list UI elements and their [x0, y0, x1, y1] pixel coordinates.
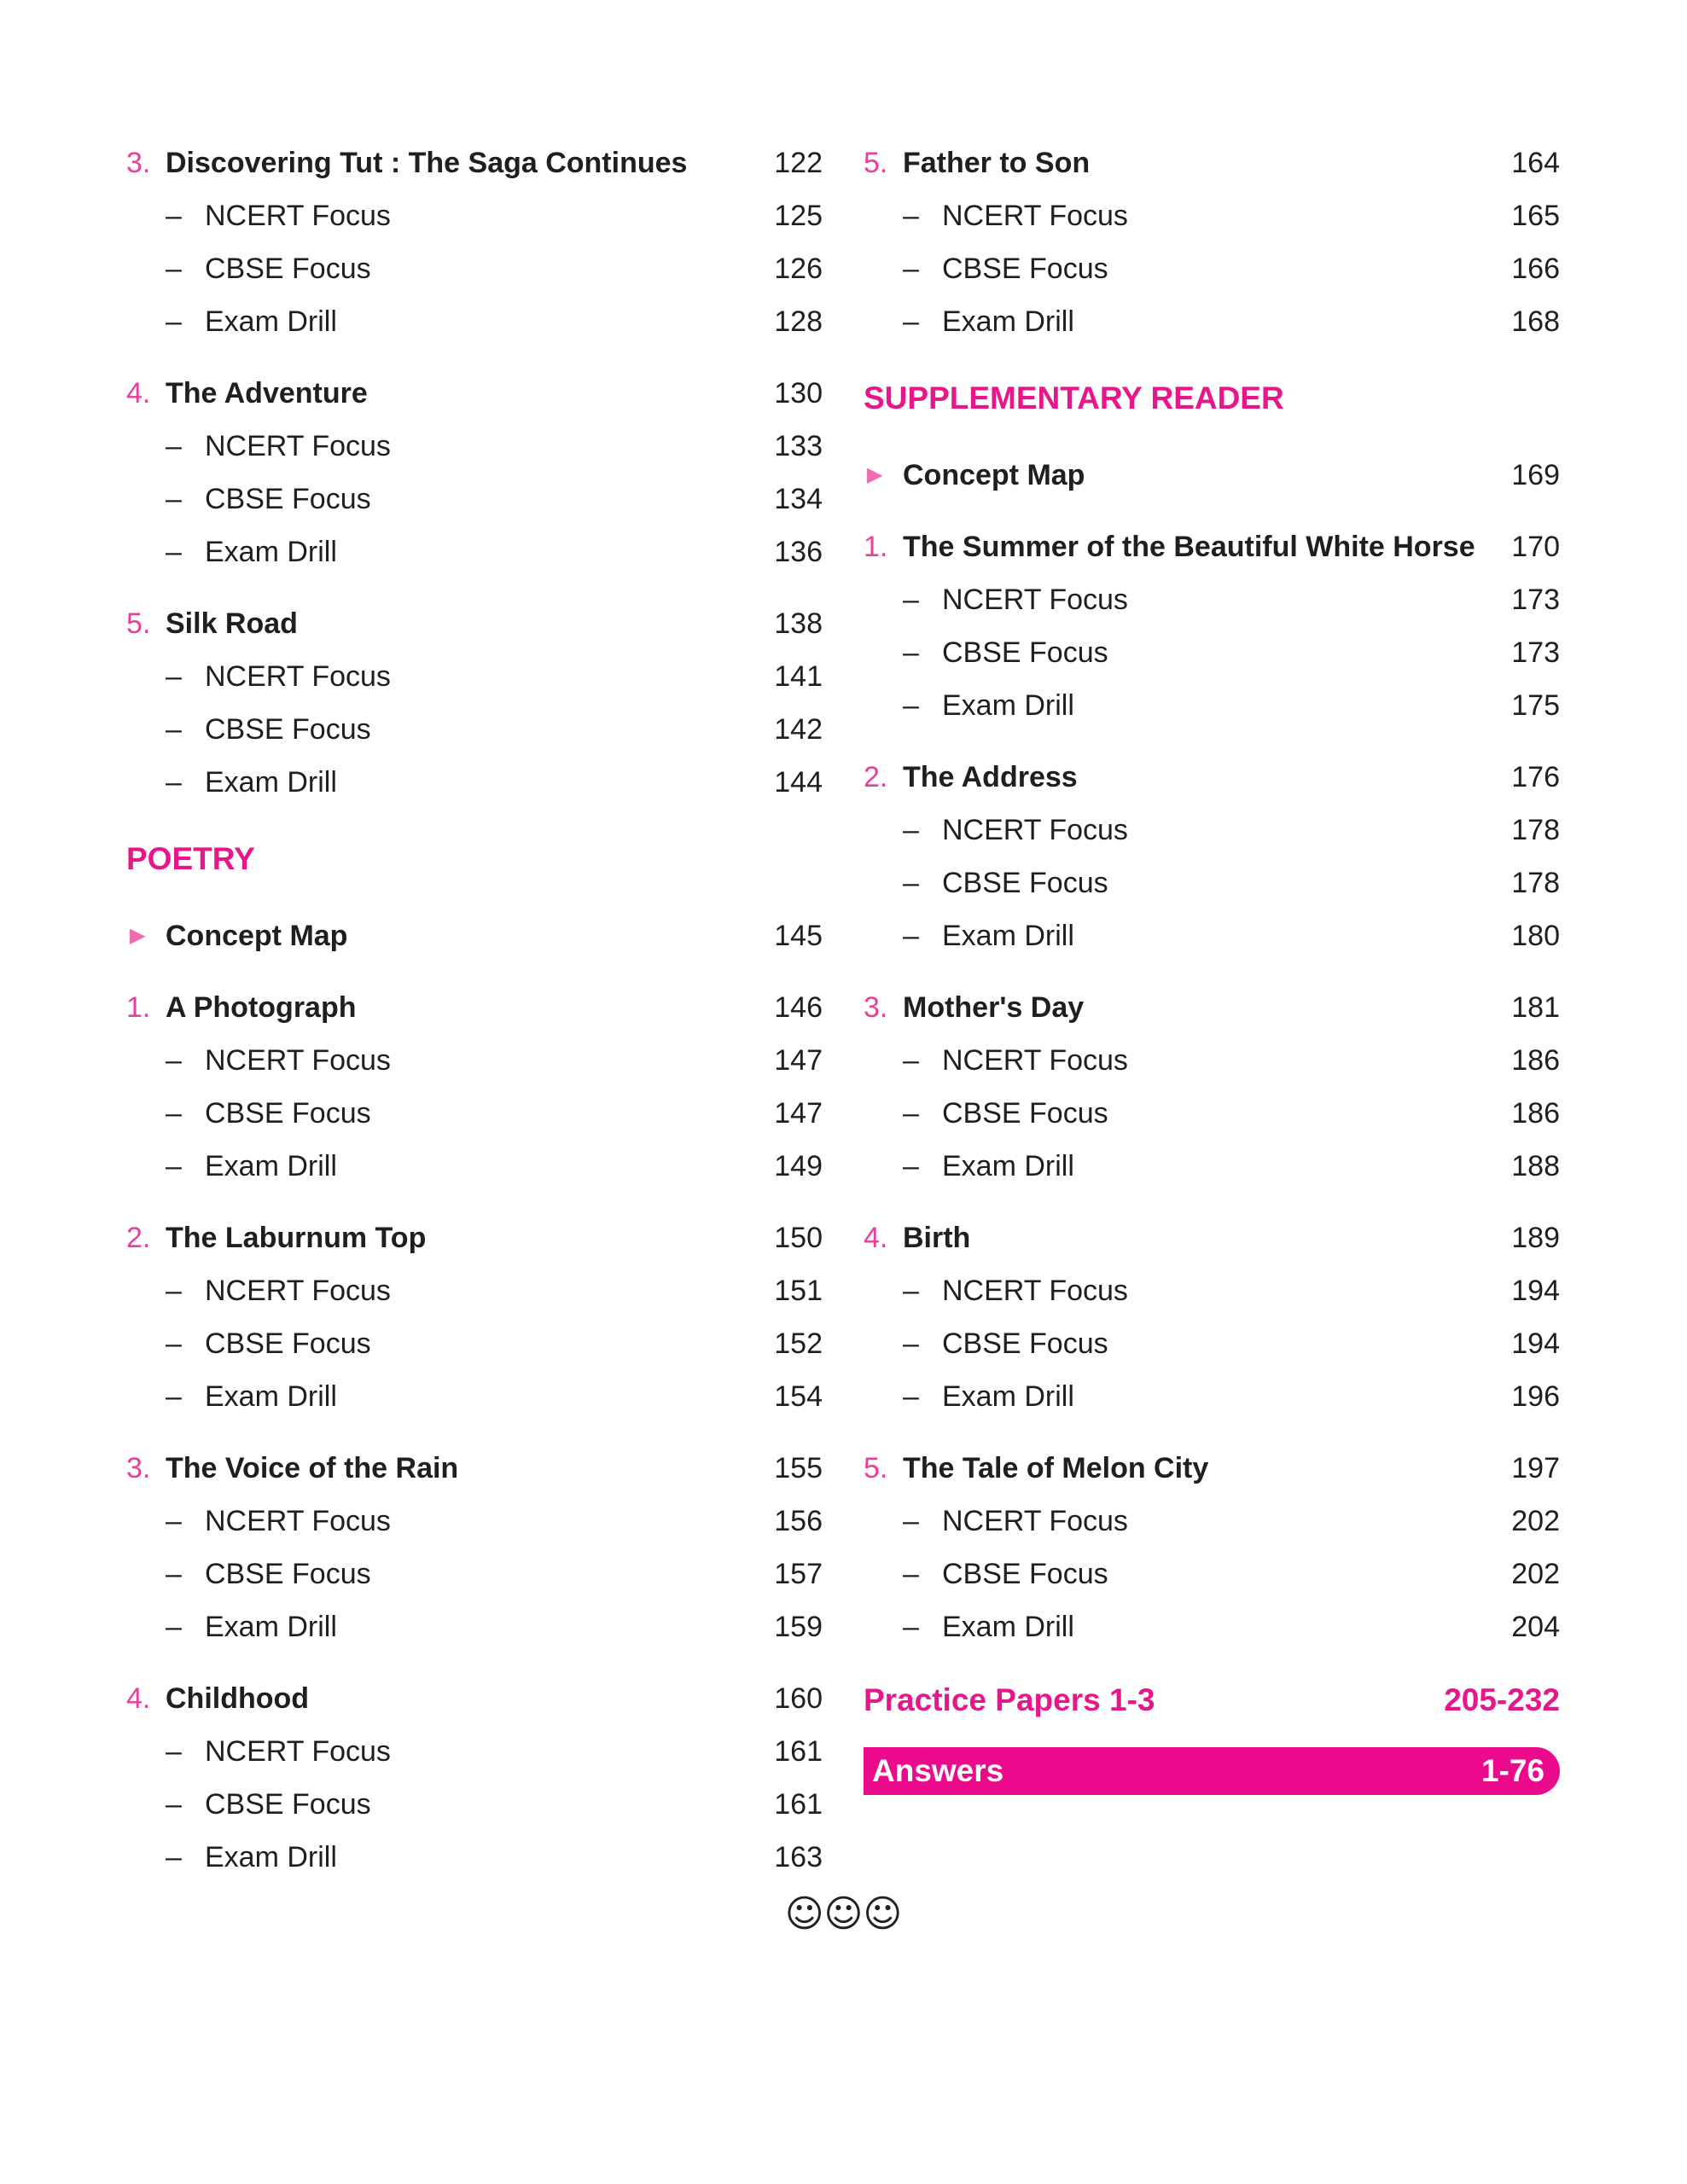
dash-bullet: –: [903, 1558, 919, 1590]
toc-sub-row[interactable]: [864, 1264, 1560, 1317]
toc-sub-row[interactable]: [864, 1495, 1560, 1548]
page-number: 186: [1511, 1097, 1560, 1130]
page-number: 157: [774, 1558, 823, 1590]
dash-bullet: –: [166, 430, 182, 462]
chapter-title: The Adventure: [166, 377, 368, 410]
chapter-number: 2.: [126, 1222, 151, 1254]
page-number: 194: [1511, 1327, 1560, 1360]
page-number: 159: [774, 1611, 823, 1643]
toc-sub-row[interactable]: [126, 473, 823, 526]
chapter-title: The Address: [903, 761, 1078, 793]
chapter-number: 4.: [864, 1222, 888, 1254]
page-number: 138: [774, 607, 823, 640]
concept-map-title: Concept Map: [903, 459, 1085, 491]
dash-bullet: –: [903, 920, 919, 952]
chapter-title: Childhood: [166, 1682, 310, 1715]
dash-bullet: –: [903, 1611, 919, 1643]
answers-page: 1-76: [1480, 1753, 1544, 1788]
page-number: 173: [1511, 636, 1560, 669]
sub-title: Exam Drill: [205, 1150, 337, 1182]
triangle-bullet-icon: ▶: [130, 924, 146, 947]
dash-bullet: –: [903, 814, 919, 846]
toc-sub-row[interactable]: [126, 1548, 823, 1600]
page-number: 130: [774, 377, 823, 410]
toc-sub-row[interactable]: [126, 420, 823, 473]
smiley-ornament-icon: ☺☺☺: [784, 1892, 903, 1936]
sub-title: Exam Drill: [205, 1611, 337, 1643]
toc-sub-row[interactable]: [126, 1495, 823, 1548]
page-number: 186: [1511, 1044, 1560, 1077]
sub-title: Exam Drill: [942, 689, 1074, 722]
page-number: 161: [774, 1735, 823, 1768]
sub-title: Exam Drill: [205, 1380, 337, 1413]
toc-chapter-row[interactable]: [126, 981, 823, 1034]
page-number: 152: [774, 1327, 823, 1360]
sub-title: CBSE Focus: [942, 253, 1108, 285]
sub-title: CBSE Focus: [205, 1788, 371, 1821]
sub-title: NCERT Focus: [205, 1044, 391, 1077]
page-number: 175: [1511, 689, 1560, 722]
toc-sub-row[interactable]: [126, 703, 823, 756]
sub-title: CBSE Focus: [942, 1558, 1108, 1590]
page-number: 136: [774, 536, 823, 568]
dash-bullet: –: [166, 713, 182, 746]
chapter-number: 4.: [126, 377, 151, 410]
dash-bullet: –: [166, 305, 182, 338]
chapter-title: Birth: [903, 1222, 971, 1254]
sub-title: NCERT Focus: [205, 1735, 391, 1768]
toc-practice-papers-row[interactable]: [864, 1672, 1560, 1728]
page-number: 149: [774, 1150, 823, 1182]
dash-bullet: –: [903, 689, 919, 722]
dash-bullet: –: [166, 1735, 182, 1768]
sub-title: CBSE Focus: [205, 253, 371, 285]
toc-sub-row[interactable]: [126, 526, 823, 578]
sub-title: NCERT Focus: [942, 584, 1128, 616]
page-number: 176: [1511, 761, 1560, 793]
page-number: 188: [1511, 1150, 1560, 1182]
page-number: 165: [1511, 200, 1560, 232]
toc-sub-row[interactable]: [864, 189, 1560, 242]
toc-sub-row[interactable]: [126, 1317, 823, 1370]
toc-chapter-row[interactable]: [864, 751, 1560, 804]
practice-papers-page: 205-232: [1444, 1682, 1560, 1717]
toc-sub-row[interactable]: [864, 1370, 1560, 1423]
sub-title: NCERT Focus: [942, 1275, 1128, 1307]
dash-bullet: –: [166, 1558, 182, 1590]
chapter-number: 5.: [864, 1452, 888, 1484]
page-number: 145: [774, 920, 823, 952]
toc-concept-map-row[interactable]: [864, 449, 1560, 502]
page-number: 173: [1511, 584, 1560, 616]
page-number: 194: [1511, 1275, 1560, 1307]
page-number: 150: [774, 1222, 823, 1254]
practice-papers-label: Practice Papers 1-3: [864, 1682, 1155, 1717]
dash-bullet: –: [166, 483, 182, 515]
toc-sub-row[interactable]: [864, 242, 1560, 295]
toc-sub-row[interactable]: [864, 1140, 1560, 1193]
toc-sub-row[interactable]: [126, 295, 823, 348]
toc-chapter-row[interactable]: [864, 1442, 1560, 1495]
sub-title: Exam Drill: [942, 1380, 1074, 1413]
toc-sub-row[interactable]: [864, 1600, 1560, 1653]
page-number: 160: [774, 1682, 823, 1715]
toc-chapter-row[interactable]: [126, 367, 823, 420]
dash-bullet: –: [903, 867, 919, 899]
page-number: 126: [774, 253, 823, 285]
chapter-number: 1.: [126, 991, 151, 1024]
page-number: 151: [774, 1275, 823, 1307]
sub-title: CBSE Focus: [205, 1097, 371, 1130]
page-number: 180: [1511, 920, 1560, 952]
page-number: 178: [1511, 867, 1560, 899]
dash-bullet: –: [166, 200, 182, 232]
toc-sub-row[interactable]: [126, 650, 823, 703]
page-number: 156: [774, 1505, 823, 1537]
toc-sub-row[interactable]: [126, 1831, 823, 1884]
toc-sub-row[interactable]: [126, 1370, 823, 1423]
dash-bullet: –: [166, 1788, 182, 1821]
chapter-number: 2.: [864, 761, 888, 793]
toc-sub-row[interactable]: [864, 804, 1560, 857]
sub-title: CBSE Focus: [205, 713, 371, 746]
page-number: 170: [1511, 531, 1560, 563]
chapter-number: 5.: [126, 607, 151, 640]
sub-title: CBSE Focus: [205, 1327, 371, 1360]
toc-sub-row[interactable]: [864, 1087, 1560, 1140]
chapter-title: The Summer of the Beautiful White Horse: [903, 531, 1475, 563]
page-number: 197: [1511, 1452, 1560, 1484]
chapter-number: 4.: [126, 1682, 151, 1715]
sub-title: NCERT Focus: [205, 1275, 391, 1307]
section-heading-poetry: POETRY: [126, 841, 255, 876]
chapter-title: The Tale of Melon City: [903, 1452, 1209, 1484]
dash-bullet: –: [166, 1097, 182, 1130]
dash-bullet: –: [166, 1505, 182, 1537]
toc-answers-bar[interactable]: [864, 1747, 1560, 1795]
toc-sub-row[interactable]: [126, 1778, 823, 1831]
toc-chapter-row[interactable]: [864, 981, 1560, 1034]
chapter-number: 3.: [864, 991, 888, 1024]
section-heading-supplementary: SUPPLEMENTARY READER: [864, 380, 1284, 415]
dash-bullet: –: [903, 1327, 919, 1360]
dash-bullet: –: [166, 1327, 182, 1360]
chapter-number: 3.: [126, 1452, 151, 1484]
dash-bullet: –: [903, 1044, 919, 1077]
sub-title: NCERT Focus: [942, 1044, 1128, 1077]
dash-bullet: –: [903, 1275, 919, 1307]
sub-title: NCERT Focus: [205, 660, 391, 693]
page-number: 134: [774, 483, 823, 515]
toc-sub-row[interactable]: [864, 573, 1560, 626]
toc-sub-row[interactable]: [864, 1317, 1560, 1370]
page-number: 204: [1511, 1611, 1560, 1643]
toc-sub-row[interactable]: [126, 1140, 823, 1193]
toc-sub-row[interactable]: [126, 1087, 823, 1140]
toc-sub-row[interactable]: [864, 626, 1560, 679]
sub-title: CBSE Focus: [942, 867, 1108, 899]
toc-sub-row[interactable]: [126, 756, 823, 809]
sub-title: NCERT Focus: [942, 1505, 1128, 1537]
answers-label: Answers: [872, 1753, 1004, 1788]
sub-title: Exam Drill: [942, 1611, 1074, 1643]
dash-bullet: –: [166, 1150, 182, 1182]
toc-right-column: [864, 136, 1560, 1795]
page-number: 122: [774, 147, 823, 179]
toc-sub-row[interactable]: [864, 857, 1560, 909]
page-number: 128: [774, 305, 823, 338]
page-number: 163: [774, 1841, 823, 1873]
toc-chapter-row[interactable]: [126, 597, 823, 650]
dash-bullet: –: [166, 1044, 182, 1077]
sub-title: CBSE Focus: [942, 1097, 1108, 1130]
toc-sub-row[interactable]: [864, 909, 1560, 962]
toc-sub-row[interactable]: [864, 1034, 1560, 1087]
toc-sub-row[interactable]: [126, 189, 823, 242]
concept-map-title: Concept Map: [166, 920, 348, 952]
page-number: 164: [1511, 147, 1560, 179]
dash-bullet: –: [166, 253, 182, 285]
dash-bullet: –: [166, 1275, 182, 1307]
sub-title: NCERT Focus: [205, 430, 391, 462]
triangle-bullet-icon: ▶: [867, 463, 883, 486]
toc-sub-row[interactable]: [126, 1264, 823, 1317]
page-number: 202: [1511, 1505, 1560, 1537]
chapter-title: The Laburnum Top: [166, 1222, 427, 1254]
toc-sub-row[interactable]: [864, 1548, 1560, 1600]
dash-bullet: –: [166, 536, 182, 568]
dash-bullet: –: [903, 253, 919, 285]
toc-chapter-row[interactable]: [864, 520, 1560, 573]
toc-sub-row[interactable]: [126, 242, 823, 295]
page-number: 202: [1511, 1558, 1560, 1590]
toc-chapter-row[interactable]: [126, 1442, 823, 1495]
sub-title: CBSE Focus: [205, 483, 371, 515]
toc-chapter-row[interactable]: [126, 1211, 823, 1264]
sub-title: Exam Drill: [942, 1150, 1074, 1182]
dash-bullet: –: [903, 1150, 919, 1182]
page-number: 147: [774, 1044, 823, 1077]
chapter-title: Father to Son: [903, 147, 1091, 179]
dash-bullet: –: [903, 1097, 919, 1130]
chapter-title: The Voice of the Rain: [166, 1452, 459, 1484]
page-number: 168: [1511, 305, 1560, 338]
sub-title: CBSE Focus: [942, 1327, 1108, 1360]
page-number: 147: [774, 1097, 823, 1130]
dash-bullet: –: [903, 200, 919, 232]
sub-title: Exam Drill: [942, 305, 1074, 338]
sub-title: Exam Drill: [205, 1841, 337, 1873]
dash-bullet: –: [903, 636, 919, 669]
page-number: 146: [774, 991, 823, 1024]
toc-sub-row[interactable]: [864, 295, 1560, 348]
page-number: 189: [1511, 1222, 1560, 1254]
sub-title: CBSE Focus: [205, 1558, 371, 1590]
page-number: 161: [774, 1788, 823, 1821]
dash-bullet: –: [166, 660, 182, 693]
dash-bullet: –: [166, 766, 182, 799]
toc-chapter-row[interactable]: [864, 136, 1560, 189]
sub-title: NCERT Focus: [205, 200, 391, 232]
page-number: 178: [1511, 814, 1560, 846]
toc-chapter-row[interactable]: [126, 136, 823, 189]
page-number: 125: [774, 200, 823, 232]
toc-sub-row[interactable]: [126, 1600, 823, 1653]
sub-title: CBSE Focus: [942, 636, 1108, 669]
dash-bullet: –: [166, 1611, 182, 1643]
toc-chapter-row[interactable]: [126, 1672, 823, 1725]
chapter-title: Silk Road: [166, 607, 298, 640]
page-number: 196: [1511, 1380, 1560, 1413]
sub-title: Exam Drill: [942, 920, 1074, 952]
chapter-number: 1.: [864, 531, 888, 563]
dash-bullet: –: [903, 305, 919, 338]
toc-left-column: [126, 136, 823, 1884]
page-number: 141: [774, 660, 823, 693]
page-number: 169: [1511, 459, 1560, 491]
sub-title: Exam Drill: [205, 305, 337, 338]
page-number: 133: [774, 430, 823, 462]
page-number: 154: [774, 1380, 823, 1413]
toc-chapter-row[interactable]: [864, 1211, 1560, 1264]
dash-bullet: –: [903, 1505, 919, 1537]
dash-bullet: –: [903, 1380, 919, 1413]
toc-sub-row[interactable]: [126, 1034, 823, 1087]
page-number: 181: [1511, 991, 1560, 1024]
dash-bullet: –: [166, 1380, 182, 1413]
toc-sub-row[interactable]: [864, 679, 1560, 732]
page-number: 144: [774, 766, 823, 799]
toc-concept-map-row[interactable]: [126, 909, 823, 962]
sub-title: NCERT Focus: [942, 814, 1128, 846]
chapter-title: A Photograph: [166, 991, 357, 1024]
dash-bullet: –: [166, 1841, 182, 1873]
page-number: 166: [1511, 253, 1560, 285]
sub-title: NCERT Focus: [942, 200, 1128, 232]
chapter-number: 5.: [864, 147, 888, 179]
sub-title: NCERT Focus: [205, 1505, 391, 1537]
chapter-number: 3.: [126, 147, 151, 179]
dash-bullet: –: [903, 584, 919, 616]
page-number: 142: [774, 713, 823, 746]
sub-title: Exam Drill: [205, 536, 337, 568]
sub-title: Exam Drill: [205, 766, 337, 799]
chapter-title: Discovering Tut : The Saga Continues: [166, 147, 688, 179]
page-number: 155: [774, 1452, 823, 1484]
chapter-title: Mother's Day: [903, 991, 1085, 1024]
toc-sub-row[interactable]: [126, 1725, 823, 1778]
